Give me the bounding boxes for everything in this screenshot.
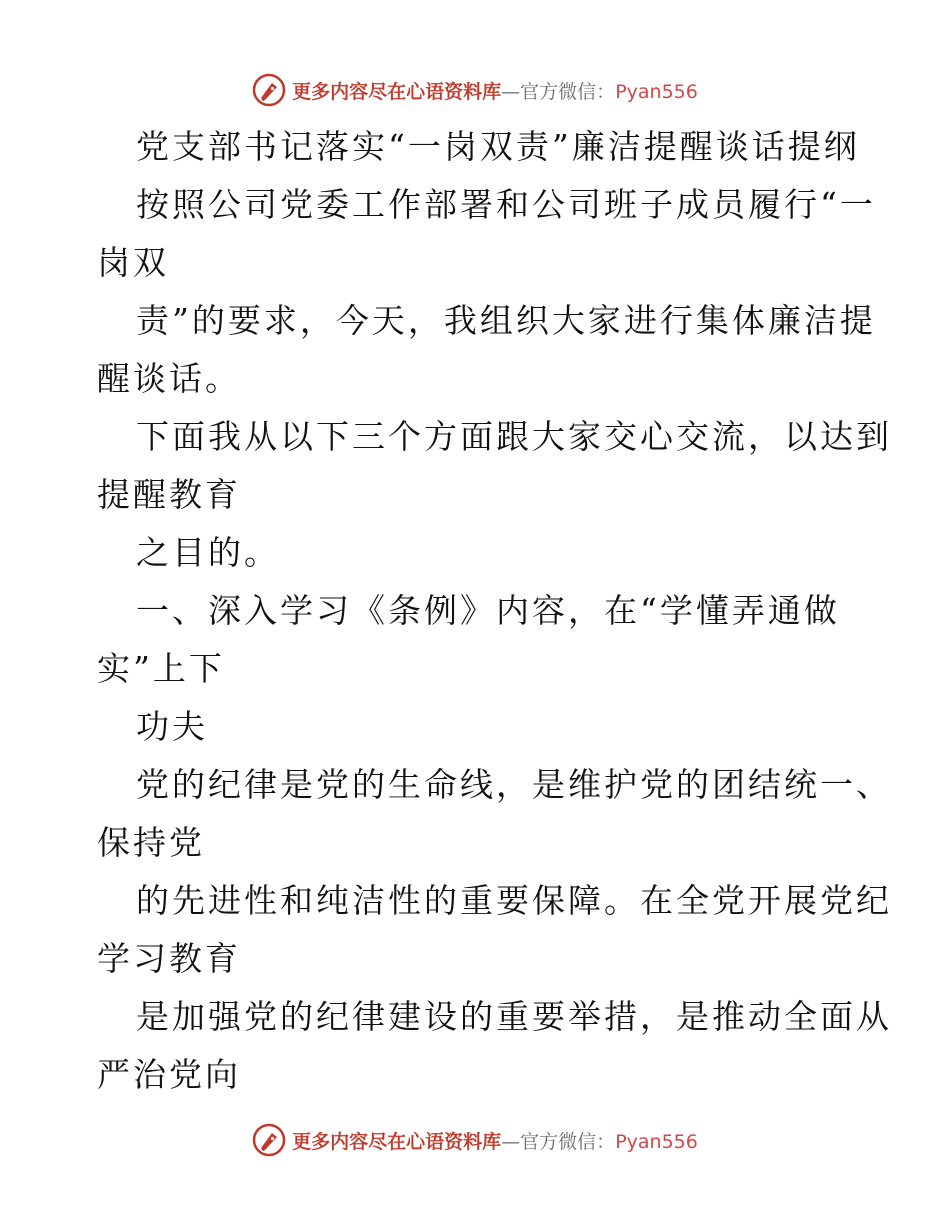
section-heading: 实”上下 — [97, 649, 225, 688]
pen-nib-logo-icon — [252, 1123, 286, 1157]
paragraph-line: 是加强党的纪律建设的重要举措，是推动全面从 — [136, 997, 892, 1036]
paragraph-line: 醒谈话。 — [97, 359, 241, 398]
header-watermark-sub: 官方微信： — [520, 80, 616, 103]
footer-watermark-wechat: Pyan556 — [615, 1130, 698, 1153]
paragraph-line: 责”的要求，今天，我组织大家进行集体廉洁提 — [136, 301, 876, 340]
header-watermark-separator: — — [501, 80, 521, 103]
paragraph-line: 学习教育 — [97, 939, 241, 978]
header-watermark-wechat: Pyan556 — [615, 80, 698, 103]
paragraph-line: 之目的。 — [136, 533, 280, 572]
paragraph-line: 下面我从以下三个方面跟大家交心交流，以达到 — [136, 417, 892, 456]
paragraph-line: 岗双 — [97, 243, 169, 282]
section-heading: 功夫 — [136, 707, 208, 746]
paragraph-line: 的先进性和纯洁性的重要保障。在全党开展党纪 — [136, 881, 892, 920]
paragraph-line: 严治党向 — [97, 1055, 241, 1094]
footer-watermark-separator: — — [501, 1130, 521, 1153]
footer-watermark-text — [292, 1127, 698, 1154]
header-watermark-main: 更多内容尽在心语资料库 — [292, 80, 502, 103]
footer-watermark-sub: 官方微信： — [520, 1130, 616, 1153]
paragraph-line: 保持党 — [97, 823, 205, 862]
document-title: 党支部书记落实“一岗双责”廉洁提醒谈话提纲 — [136, 127, 860, 166]
paragraph-line: 提醒教育 — [97, 475, 241, 514]
footer-watermark-main: 更多内容尽在心语资料库 — [292, 1130, 502, 1153]
paragraph-line: 按照公司党委工作部署和公司班子成员履行“一 — [136, 185, 876, 224]
paragraph-line: 党的纪律是党的生命线，是维护党的团结统一、 — [136, 765, 892, 804]
footer-watermark-banner — [0, 1120, 950, 1160]
section-heading: 一、深入学习《条例》内容，在“学懂弄通做 — [136, 591, 840, 630]
